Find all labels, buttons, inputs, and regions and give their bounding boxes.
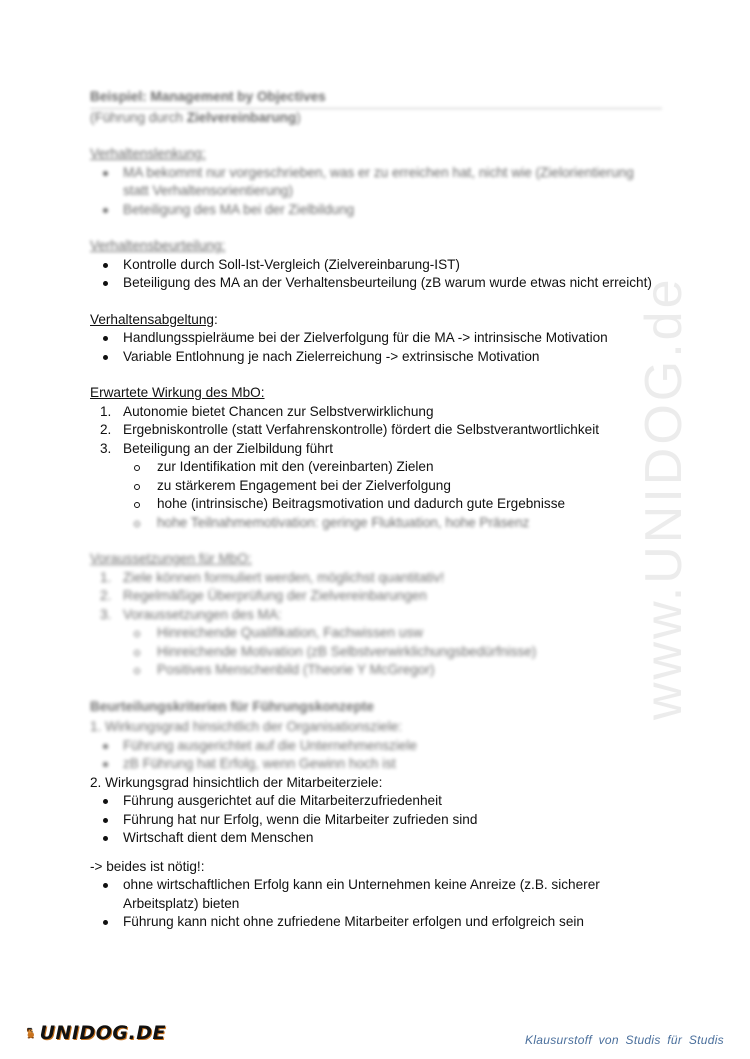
document-subtitle: (Führung durch Zielvereinbarung) xyxy=(90,109,301,125)
list-item: Führung hat nur Erfolg, wenn die Mitarbeiter zufrieden sind xyxy=(90,811,660,830)
list-item: Wirtschaft dient dem Menschen xyxy=(90,829,660,848)
conclusion-list xyxy=(90,876,660,932)
numbered-item: 3. Beteiligung an der Zielbildung führt zur Identifikation mit den (vereinbarten) Zielen zu stärkerem Engagement bei der Zielverfolgung hohe (intrinsische) Beitragsmotivation und dadurch gute Ergebnisse hohe Teilnahmemotivation: geringe Fluktuation, hohe Präsenz xyxy=(90,440,660,533)
unidog-logo xyxy=(26,1013,166,1053)
section-heading: Erwartete Wirkung des MbO: xyxy=(90,385,265,400)
list-item: Führung kann nicht ohne zufriedene Mitarbeiter erfolgen und erfolgreich sein xyxy=(90,913,660,932)
document-title: Beispiel: Management by Objectives xyxy=(90,88,662,109)
list-item: Variable Entlohnung je nach Zielerreichung -> extrinsische Motivation xyxy=(90,348,660,367)
list-item: Führung ausgerichtet auf die Mitarbeiterzufriedenheit xyxy=(90,792,660,811)
section-voraussetzungen xyxy=(90,550,660,680)
list-item: MA bekommt nur vorgeschrieben, was er zu erreichen hat, nicht wie (Zielorientierung statt Verhaltensorientierung) xyxy=(90,164,660,201)
list-item: zB Führung hat Erfolg, wenn Gewinn hoch ist xyxy=(90,755,660,774)
list-item: Führung ausgerichtet auf die Unternehmensziele xyxy=(90,737,660,756)
group-title: 1. Wirkungsgrad hinsichtlich der Organisationsziele: xyxy=(90,719,403,734)
conclusion-title: -> beides ist nötig!: xyxy=(90,858,205,874)
logo-text: UNIDOG.DE xyxy=(39,1021,166,1044)
sub-list-item: Hinreichende Qualifikation, Fachwissen usw xyxy=(90,624,660,643)
group2-list xyxy=(90,792,660,848)
watermark-text: www.UNIDOG.de xyxy=(635,276,693,720)
section-heading: Verhaltensabgeltung: xyxy=(90,311,218,327)
numbered-item: 1. Ziele können formuliert werden, möglichst quantitativ! xyxy=(100,569,445,585)
blurred-top-block xyxy=(90,88,660,256)
numbered-item: 3. Voraussetzungen des MA: Hinreichende Qualifikation, Fachwissen usw Hinreichende Motivation (zB Selbstverwirklichungsbedürfnisse) Positives Menschenbild (Theorie Y McGregor) xyxy=(90,606,660,680)
blurred-middle-block xyxy=(90,550,660,774)
group-title: 2. Wirkungsgrad hinsichtlich der Mitarbeiterziele: xyxy=(90,774,383,790)
sub-list-item: zu stärkerem Engagement bei der Zielverfolgung xyxy=(90,477,660,496)
section-verhaltenslenkung xyxy=(90,145,660,219)
section-heading: Voraussetzungen für MbO: xyxy=(90,551,252,566)
footer-tagline: Klausurstoff von Studis für Studis xyxy=(525,1033,724,1047)
list-item: ohne wirtschaftlichen Erfolg kann ein Unternehmen keine Anreize (z.B. sicherer Arbeitsplatz) bieten xyxy=(90,876,660,913)
list-item: Beteiligung des MA bei der Zielbildung xyxy=(90,201,660,220)
section-heading: Verhaltensbeurteilung: xyxy=(90,238,226,253)
numbered-item: 2. Regelmäßige Überprüfung der Zielvereinbarungen xyxy=(100,588,427,603)
section-wirkung xyxy=(90,384,660,532)
sub-list-item: Positives Menschenbild (Theorie Y McGregor) xyxy=(90,661,660,680)
list-item: Handlungsspielräume bei der Zielverfolgung für die MA -> intrinsische Motivation xyxy=(90,329,660,348)
document-page xyxy=(90,88,660,932)
section-verhaltensabgeltung xyxy=(90,311,660,367)
section-verhaltensbeurteilung xyxy=(90,256,660,293)
section-heading-bold: Beurteilungskriterien für Führungskonzepte xyxy=(90,698,374,714)
sub-list-item: zur Identifikation mit den (vereinbarten) Zielen xyxy=(90,458,660,477)
dog-mascot-icon xyxy=(26,1015,36,1051)
section-heading: Verhaltenslenkung: xyxy=(90,146,206,161)
numbered-item: 1. Autonomie bietet Chancen zur Selbstverwirklichung xyxy=(100,403,434,419)
list-item: Kontrolle durch Soll-Ist-Vergleich (Zielvereinbarung-IST) xyxy=(90,256,660,275)
sub-list-item: hohe Teilnahmemotivation: geringe Fluktuation, hohe Präsenz xyxy=(90,514,660,533)
list-item: Beteiligung des MA an der Verhaltensbeurteilung (zB warum wurde etwas nicht erreicht) xyxy=(90,274,660,293)
sub-list-item: Hinreichende Motivation (zB Selbstverwirklichungsbedürfnisse) xyxy=(90,643,660,662)
numbered-item: 2. Ergebniskontrolle (statt Verfahrenskontrolle) fördert die Selbstverantwortlichkeit xyxy=(100,422,600,437)
sub-list-item: hohe (intrinsische) Beitragsmotivation und dadurch gute Ergebnisse xyxy=(90,495,660,514)
